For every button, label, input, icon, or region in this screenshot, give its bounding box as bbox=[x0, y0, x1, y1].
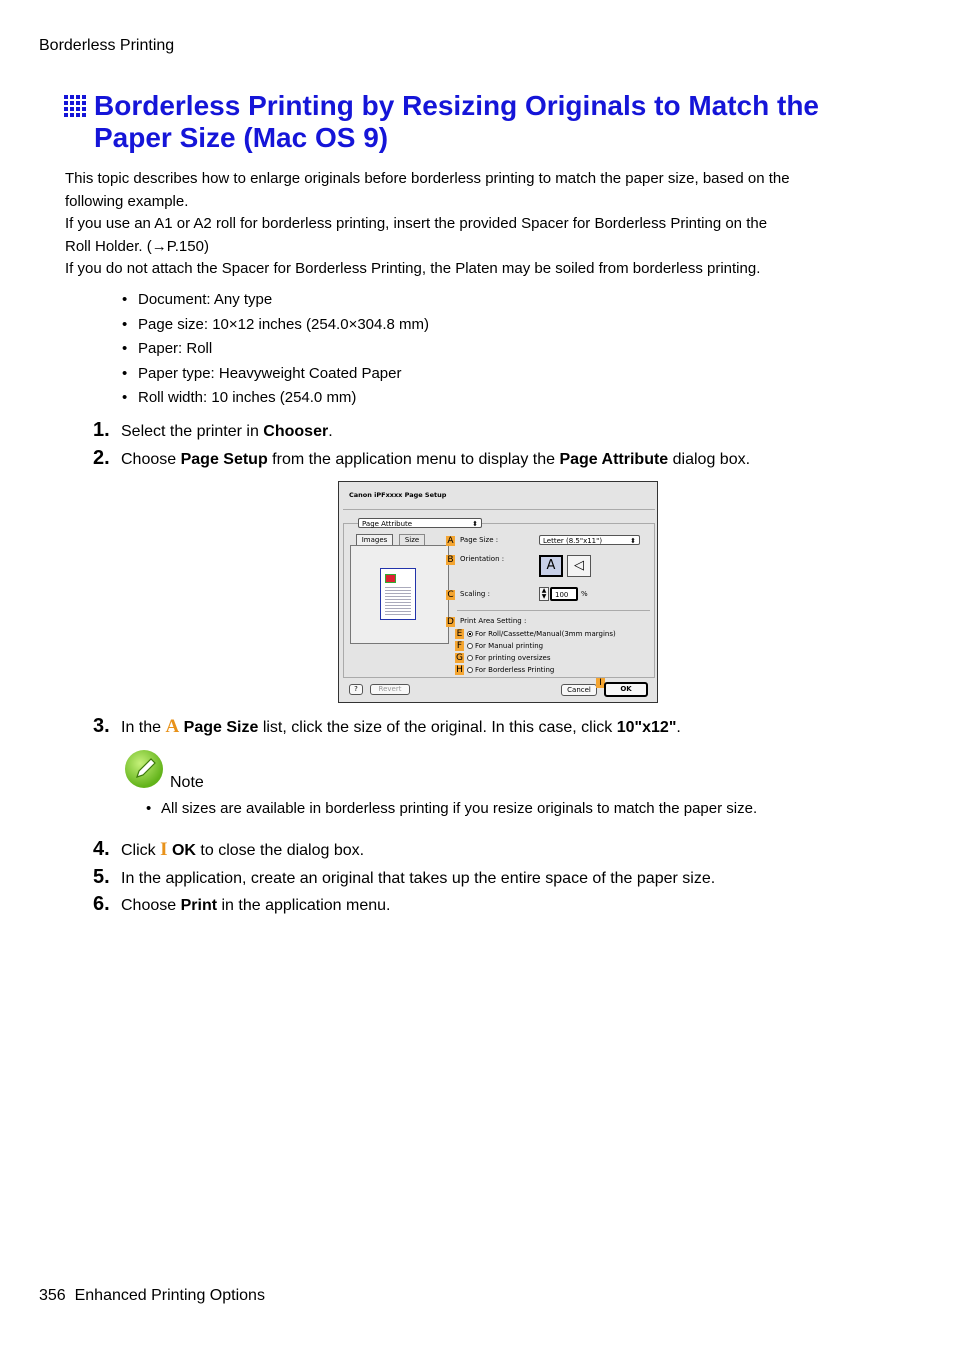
list-item: • Document: Any type bbox=[122, 288, 429, 313]
page-size-label: Page Size : bbox=[460, 536, 499, 544]
option-borderless[interactable]: For Borderless Printing bbox=[467, 666, 554, 674]
step-6: 6. Choose Print in the application menu. bbox=[93, 893, 391, 915]
intro-line: This topic describes how to enlarge originals before borderless printing to match the paper size, based on the bbox=[65, 170, 790, 187]
scaling-input[interactable]: 100 bbox=[550, 587, 578, 601]
cancel-button[interactable]: Cancel bbox=[561, 684, 597, 696]
page-number: 356 bbox=[39, 1287, 66, 1304]
marker-i: I bbox=[596, 678, 605, 688]
ok-button[interactable]: OK bbox=[604, 682, 648, 697]
list-item: • Paper type: Heavyweight Coated Paper bbox=[122, 362, 429, 387]
radio-icon bbox=[467, 643, 473, 649]
updown-arrow-icon: ⬍ bbox=[630, 537, 636, 545]
example-list bbox=[122, 288, 429, 411]
scaling-label: Scaling : bbox=[460, 590, 490, 598]
list-item: • Page size: 10×12 inches (254.0×304.8 mm) bbox=[122, 313, 429, 338]
updown-arrow-icon: ⬍ bbox=[472, 520, 478, 528]
step-5: 5. In the application, create an original that takes up the entire space of the paper size. bbox=[93, 866, 716, 888]
intro-line: following example. bbox=[65, 193, 189, 210]
intro-line: Roll Holder. (→P.150) bbox=[65, 238, 209, 255]
marker-b: B bbox=[447, 555, 454, 565]
list-item: • Roll width: 10 inches (254.0 mm) bbox=[122, 386, 429, 411]
landscape-orientation-icon[interactable]: ◁ bbox=[567, 555, 591, 577]
pencil-note-icon bbox=[125, 750, 163, 788]
page-size-select[interactable]: Letter (8.5"x11") ⬍ bbox=[539, 535, 640, 545]
note-text: • All sizes are available in borderless printing if you resize originals to match the paper size. bbox=[146, 800, 757, 817]
page-attribute-menu[interactable]: Page Attribute ⬍ bbox=[358, 518, 482, 528]
marker-d: D bbox=[447, 617, 454, 627]
step-2: 2. Choose Page Setup from the application menu to display the Page Attribute dialog box. bbox=[93, 447, 751, 469]
step-3: 3. In the A Page Size list, click the size of the original. In this case, click 10"x12". bbox=[93, 715, 681, 737]
dialog-title: Canon iPFxxxx Page Setup bbox=[349, 491, 447, 499]
marker-g: G bbox=[456, 653, 463, 663]
running-header: Borderless Printing bbox=[39, 37, 175, 54]
tab-images[interactable]: Images bbox=[356, 534, 393, 546]
portrait-orientation-icon[interactable]: A bbox=[539, 555, 563, 577]
marker-f: F bbox=[456, 641, 463, 651]
orientation-label: Orientation : bbox=[460, 555, 505, 563]
divider bbox=[343, 509, 655, 510]
preview-panel bbox=[350, 545, 449, 644]
marker-e: E bbox=[456, 629, 463, 639]
marker-a: A bbox=[165, 716, 180, 737]
tab-size[interactable]: Size bbox=[399, 534, 425, 546]
marker-i: I bbox=[160, 839, 168, 860]
page-title: Borderless Printing by Resizing Originals to Match the Paper Size (Mac OS 9) bbox=[94, 90, 820, 153]
radio-icon bbox=[467, 667, 473, 673]
page-setup-dialog bbox=[338, 481, 658, 703]
footer-section: Enhanced Printing Options bbox=[74, 1287, 265, 1304]
radio-icon bbox=[467, 655, 473, 661]
page-preview bbox=[380, 568, 416, 620]
marker-a: A bbox=[447, 536, 454, 546]
intro-line: If you do not attach the Spacer for Borderless Printing, the Platen may be soiled from borderless printing. bbox=[65, 260, 761, 277]
option-manual[interactable]: For Manual printing bbox=[467, 642, 543, 650]
revert-button[interactable]: Revert bbox=[370, 684, 410, 695]
marker-c: C bbox=[447, 590, 454, 600]
radio-selected-icon bbox=[467, 631, 473, 637]
step-1: 1. Select the printer in Chooser. bbox=[93, 419, 333, 441]
print-area-label: Print Area Setting : bbox=[460, 617, 527, 625]
text-lines bbox=[385, 585, 411, 615]
image-icon bbox=[385, 574, 396, 583]
page-footer bbox=[39, 1287, 265, 1305]
option-oversizes[interactable]: For printing oversizes bbox=[467, 654, 551, 662]
divider bbox=[457, 610, 650, 611]
scaling-unit: % bbox=[581, 590, 588, 598]
step-4: 4. Click I OK to close the dialog box. bbox=[93, 838, 365, 860]
marker-h: H bbox=[456, 665, 463, 675]
scaling-stepper[interactable]: ▲ ▼ bbox=[539, 587, 549, 601]
help-icon[interactable]: ? bbox=[349, 684, 363, 695]
list-item: • Paper: Roll bbox=[122, 337, 429, 362]
grid-icon bbox=[64, 95, 88, 119]
option-roll-cassette[interactable]: For Roll/Cassette/Manual(3mm margins) bbox=[467, 630, 616, 638]
intro-line: If you use an A1 or A2 roll for borderless printing, insert the provided Spacer for Borderless Printing on the bbox=[65, 215, 768, 232]
note-label: Note bbox=[170, 774, 204, 791]
